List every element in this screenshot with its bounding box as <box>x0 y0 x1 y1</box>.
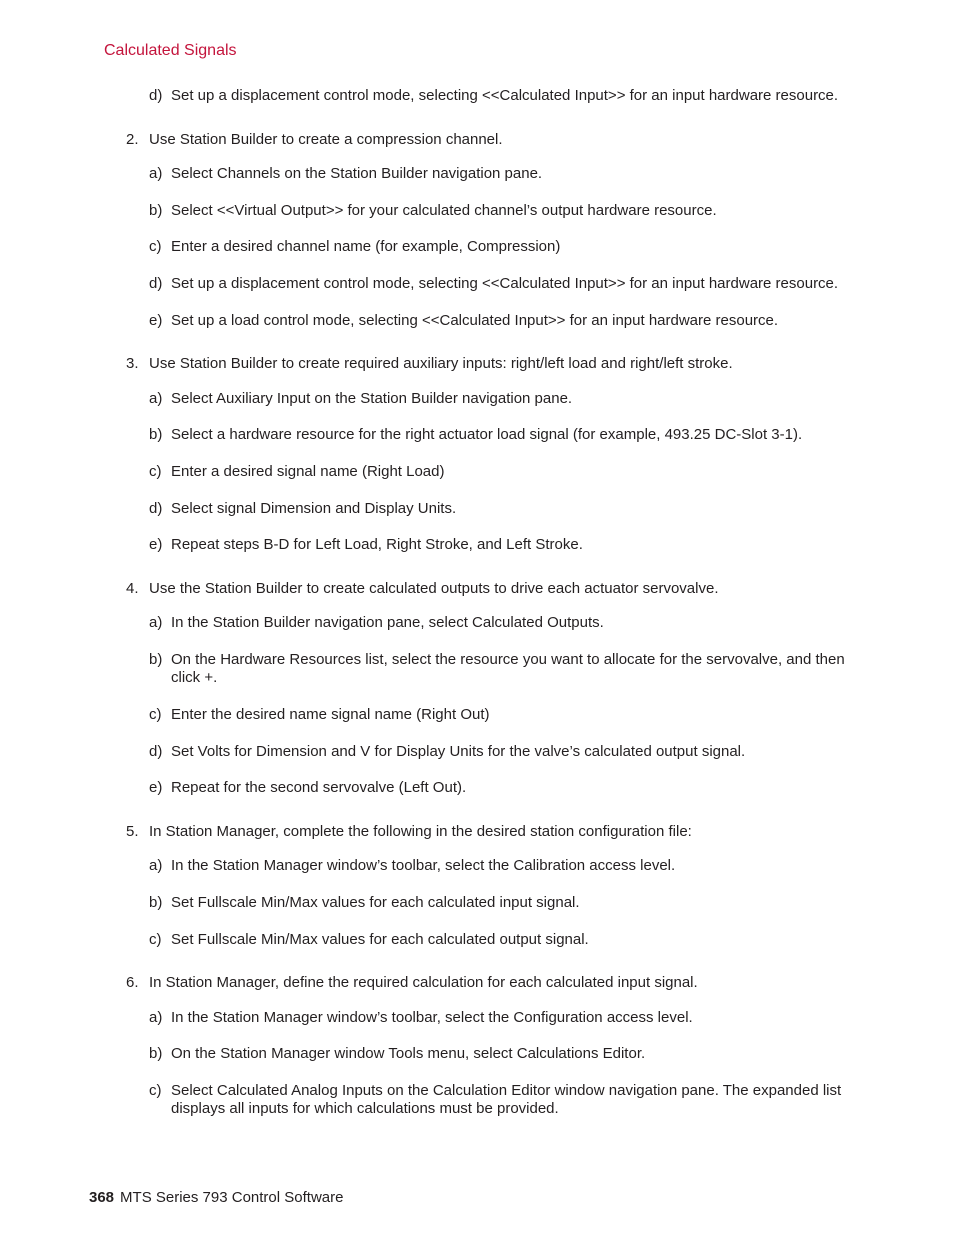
step-text: Use Station Builder to create a compression channel. <box>149 131 503 148</box>
item-text: On the Station Manager window Tools menu, select Calculations Editor. <box>171 1045 646 1062</box>
item-label: c) <box>149 706 162 723</box>
step-number: 5. <box>126 823 139 840</box>
item-label: d) <box>149 743 163 760</box>
step-number: 2. <box>126 131 139 148</box>
item-text: Select Channels on the Station Builder navigation pane. <box>171 165 543 182</box>
item-label: d) <box>149 275 163 292</box>
item-text: Set up a displacement control mode, selecting <<Calculated Input>> for an input hardware resource. <box>171 275 839 292</box>
item-text: Select Calculated Analog Inputs on the Calculation Editor window navigation pane. The expanded list displays all inputs for which calculations must be provided. <box>171 1082 842 1117</box>
item-text: In the Station Manager window’s toolbar, select the Calibration access level. <box>171 857 676 874</box>
step-number: 4. <box>126 580 139 597</box>
item-label: d) <box>149 87 163 104</box>
item-label: b) <box>149 202 163 219</box>
item-text: Set up a load control mode, selecting <<Calculated Input>> for an input hardware resource. <box>171 312 779 329</box>
step-text: In Station Manager, complete the following in the desired station configuration file: <box>149 823 692 840</box>
item-text: Repeat steps B-D for Left Load, Right Stroke, and Left Stroke. <box>171 536 583 553</box>
item-label: e) <box>149 779 163 796</box>
item-text: Set up a displacement control mode, selecting <<Calculated Input>> for an input hardware resource. <box>171 87 839 104</box>
item-text: In the Station Manager window’s toolbar, select the Configuration access level. <box>171 1009 693 1026</box>
item-label: c) <box>149 463 162 480</box>
item-label: a) <box>149 1009 163 1026</box>
step-text: In Station Manager, define the required calculation for each calculated input signal. <box>149 974 698 991</box>
item-text: Set Fullscale Min/Max values for each calculated input signal. <box>171 894 580 911</box>
item-label: b) <box>149 894 163 911</box>
item-label: d) <box>149 500 163 517</box>
item-label: c) <box>149 1082 162 1099</box>
item-text: Enter a desired channel name (for example, Compression) <box>171 238 561 255</box>
item-text: Select Auxiliary Input on the Station Builder navigation pane. <box>171 390 573 407</box>
item-text: Repeat for the second servovalve (Left Out). <box>171 779 467 796</box>
item-label: c) <box>149 931 162 948</box>
section-title: Calculated Signals <box>104 42 237 59</box>
item-label: a) <box>149 165 163 182</box>
item-text: Set Volts for Dimension and V for Display Units for the valve’s calculated output signal. <box>171 743 746 760</box>
step-text: Use Station Builder to create required auxiliary inputs: right/left load and right/left stroke. <box>149 355 733 372</box>
item-label: a) <box>149 857 163 874</box>
page-footer <box>89 1189 343 1206</box>
item-text: Select <<Virtual Output>> for your calculated channel’s output hardware resource. <box>171 202 717 219</box>
item-text: Select a hardware resource for the right actuator load signal (for example, 493.25 DC-Slot 3-1). <box>171 426 803 443</box>
item-text: Enter the desired name signal name (Right Out) <box>171 706 490 723</box>
item-text: Enter a desired signal name (Right Load) <box>171 463 445 480</box>
item-label: b) <box>149 651 163 668</box>
item-label: a) <box>149 614 163 631</box>
item-label: e) <box>149 312 163 329</box>
item-label: b) <box>149 426 163 443</box>
step-number: 3. <box>126 355 139 372</box>
item-label: c) <box>149 238 162 255</box>
item-text: Select signal Dimension and Display Units. <box>171 500 457 517</box>
item-text: On the Hardware Resources list, select the resource you want to allocate for the servovalve, and then click +. <box>171 651 845 686</box>
page-number: 368 <box>89 1189 115 1206</box>
item-label: b) <box>149 1045 163 1062</box>
item-text: In the Station Builder navigation pane, select Calculated Outputs. <box>171 614 604 631</box>
item-label: a) <box>149 390 163 407</box>
item-label: e) <box>149 536 163 553</box>
item-text: Set Fullscale Min/Max values for each calculated output signal. <box>171 931 589 948</box>
step-number: 6. <box>126 974 139 991</box>
document-title: MTS Series 793 Control Software <box>120 1189 344 1206</box>
step-text: Use the Station Builder to create calculated outputs to drive each actuator servovalve. <box>149 580 719 597</box>
